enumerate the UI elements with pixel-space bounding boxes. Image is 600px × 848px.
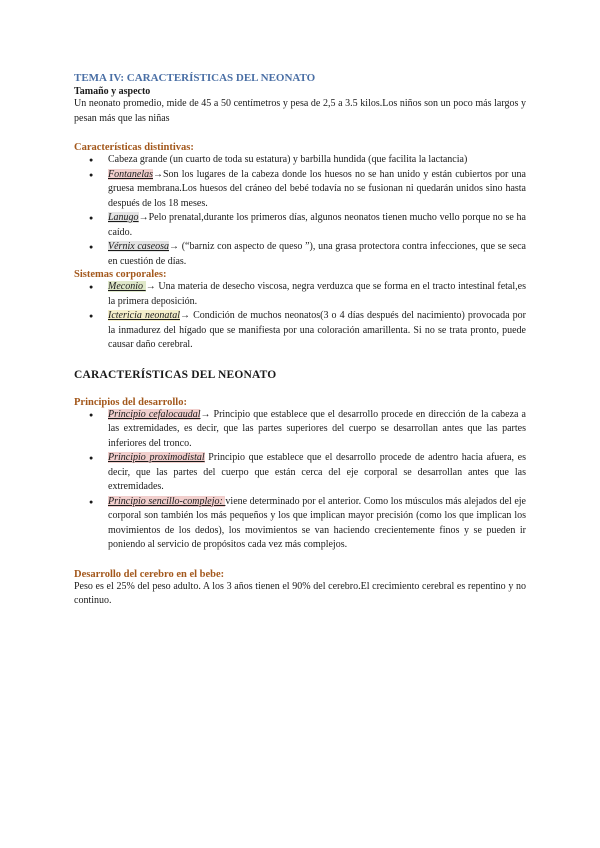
term-sencillo-complejo: Principio sencillo-complejo: <box>108 495 226 507</box>
list-item: ● Principio proximodistal Principio que establece que el desarrollo procede de adentro hacia afuera, es decir, que las partes del cuerpo que están cerca del eje corporal se desarrollan antes que las extremidades. <box>108 451 526 495</box>
term-cefalocaudal: Principio cefalocaudal <box>108 408 201 420</box>
brain-paragraph: Peso es el 25% del peso adulto. A los 3 años tienen el 90% del cerebro.El crecimiento cerebral es repentino y no continuo. <box>74 580 526 606</box>
body-systems-heading: Sistemas corporales: <box>74 269 167 280</box>
list-item: ● Meconio → Una materia de desecho viscosa, negra verduzca que se forma en el tracto intestinal fetal,es la primera deposición. <box>108 280 526 309</box>
term-meconio: Meconio <box>108 281 146 292</box>
main-heading: CARACTERÍSTICAS DEL NEONATO <box>74 368 277 381</box>
list-item: ● Lanugo→Pelo prenatal,durante los primeros días, algunos neonatos tienen mucho vello porque no se ha caído. <box>108 211 526 240</box>
list-item: ● Fontanelas→Son los lugares de la cabeza donde los huesos no se han unido y están cubiertos por una gruesa membrana.Los huesos del cráneo del bebé todavía no se fusionan ni quedarán unidos sino hasta después de los 18 meses. <box>108 168 526 212</box>
list-item: ● Principio sencillo-complejo: viene determinado por el anterior. Como los músculos más alejados del eje corporal son también los más pequeños y los que implican mayor precisión (como los que implican los movimientos de los dedos), los movimientos se van haciendo crecientemente finos y se pueden ir poniendo al servicio de propósitos cada vez más complejos. <box>108 495 526 553</box>
term-proximodistal: Principio proximodistal <box>108 452 205 463</box>
list-item: ● Cabeza grande (un cuarto de toda su estatura) y barbilla hundida (que facilita la lactancia) <box>108 153 526 168</box>
list-item: ● Ictericia neonatal→ Condición de muchos neonatos(3 o 4 días después del nacimiento) provocada por la inmadurez del hígado que se manifiesta por una coloración amarillenta. Si no se trata pronto, puede causar daño cerebral. <box>108 309 526 353</box>
term-vernix: Vérnix caseosa <box>108 241 170 252</box>
body-systems-list <box>74 280 526 353</box>
distinct-list <box>74 153 526 269</box>
distinct-heading: Características distintivas: <box>74 142 194 153</box>
development-heading: Principios del desarrollo: <box>74 396 187 408</box>
list-item: ● Principio cefalocaudal→ Principio que establece que el desarrollo procede en dirección de la cabeza a las extremidades, es decir, que las partes superiores del cuerpo se desarrollan antes que las partes inferiores del tronco. <box>108 408 526 452</box>
term-ictericia: Ictericia neonatal <box>108 310 180 321</box>
term-lanugo: Lanugo <box>108 212 139 223</box>
development-list <box>74 408 526 553</box>
term-fontanelas: Fontanelas <box>108 168 153 180</box>
document-page <box>74 72 526 609</box>
size-heading: Tamaño y aspecto <box>74 86 151 97</box>
size-paragraph: Un neonato promedio, mide de 45 a 50 centímetros y pesa de 2,5 a 3.5 kilos.Los niños son un poco más largos y pesan más que las niñas <box>74 98 526 124</box>
document-title: TEMA IV: CARACTERÍSTICAS DEL NEONATO <box>74 72 316 84</box>
brain-heading: Desarrollo del cerebro en el bebe: <box>74 568 225 580</box>
list-item: ● Vérnix caseosa→ (“barniz con aspecto de queso ”), una grasa protectora contra infecciones, que se seca en cuestión de días. <box>108 240 526 269</box>
